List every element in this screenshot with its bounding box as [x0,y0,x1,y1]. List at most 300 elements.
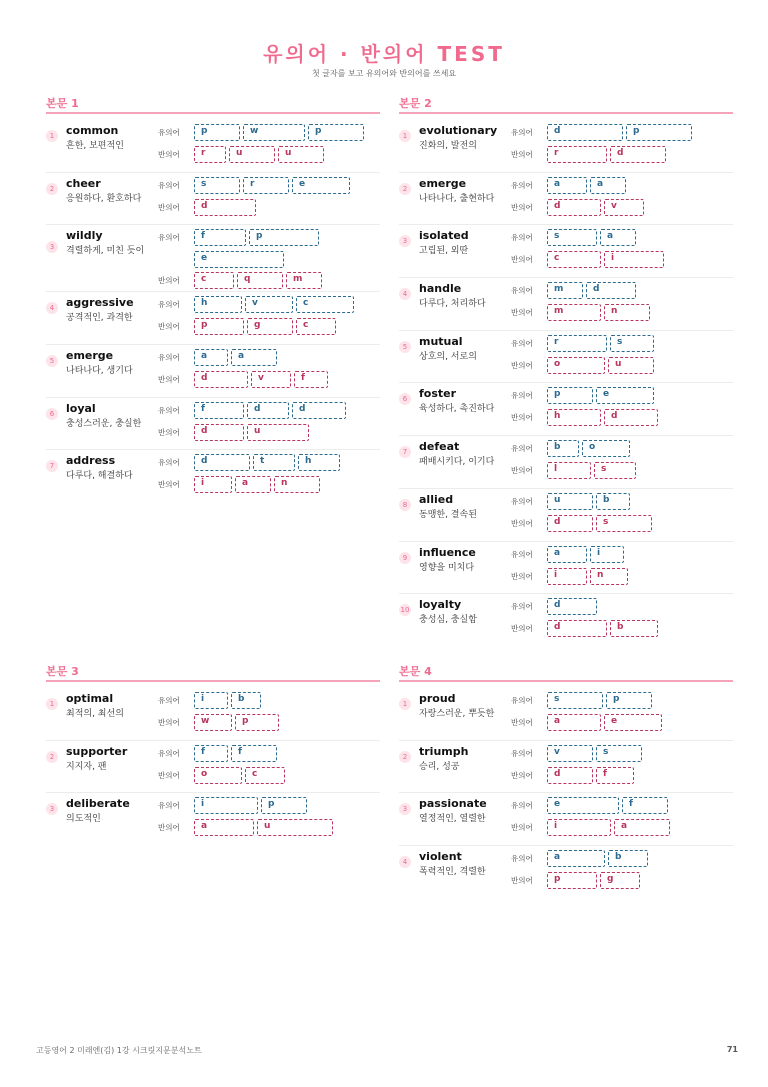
vocab-entry [46,292,380,345]
synonym-row [511,493,733,511]
synonym-blank[interactable]: b [231,692,261,709]
section-title: 본문 1 [46,97,79,110]
vocab-word: handle [419,282,462,296]
antonym-label: 반의어 [158,276,180,286]
synonym-label: 유의어 [511,338,533,348]
synonym-blank[interactable]: a [231,349,277,366]
vocab-word: mutual [419,334,463,348]
synonym-row [158,177,380,195]
vocab-word: emerge [419,176,467,190]
antonym-row [158,272,380,290]
entry-number: 1 [46,698,58,710]
antonym-row [511,515,733,533]
antonym-label: 반의어 [158,427,180,437]
antonym-blank[interactable]: o [547,357,605,374]
antonym-row [511,462,733,480]
antonym-blank[interactable]: n [604,304,650,321]
vocab-meaning: 고립된, 외딴 [419,246,469,257]
antonym-row [511,357,733,375]
synonym-label: 유의어 [511,801,533,811]
synonym-blank[interactable]: v [245,296,293,313]
antonym-label: 반의어 [511,202,533,212]
antonym-row [158,476,380,494]
vocab-meaning: 격렬하게, 미친 듯이 [66,246,145,257]
antonym-blank[interactable]: a [547,714,601,731]
antonym-label: 반의어 [511,360,533,370]
vocab-entry [46,688,380,741]
antonym-blank[interactable]: c [296,318,336,335]
vocab-word: emerge [66,349,114,363]
entry-number: 10 [400,606,410,615]
synonym-blank[interactable]: v [547,745,593,762]
vocab-meaning: 영향을 미치다 [419,562,475,573]
synonym-blank[interactable]: s [547,229,597,246]
synonym-blank[interactable]: s [596,745,642,762]
section-1 [46,95,380,503]
entry-number: 6 [399,393,411,405]
antonym-row [511,251,733,269]
synonym-label: 유의어 [511,180,533,190]
synonym-blank[interactable]: e [596,387,654,404]
antonym-blank[interactable]: d [194,199,256,216]
entry-number: 3 [46,803,58,815]
vocab-word: evolutionary [419,124,498,137]
synonym-row [158,229,380,264]
entry-number: 4 [399,288,411,300]
synonym-label: 유의어 [511,128,533,137]
synonym-blank[interactable]: h [194,296,242,313]
vocab-entry [399,331,733,384]
vocab-word: supporter [66,744,128,758]
antonym-row [158,199,380,217]
synonym-blank[interactable]: d [547,124,623,141]
synonym-label: 유의어 [511,748,533,758]
synonym-label: 유의어 [511,391,533,401]
antonym-blank[interactable]: u [257,819,333,836]
synonym-label: 유의어 [158,300,180,310]
vocab-meaning: 폭력적인, 격렬한 [419,867,486,878]
vocab-entry [399,173,733,226]
vocab-word: optimal [66,692,114,705]
antonym-blank[interactable]: p [194,318,244,335]
antonym-row [511,199,733,217]
synonym-blank[interactable]: d [292,402,346,419]
antonym-blank[interactable]: m [286,272,322,289]
synonym-blank[interactable]: a [600,229,636,246]
antonym-row [511,568,733,586]
vocab-entry [399,120,733,173]
synonym-blank[interactable]: a [547,177,587,194]
vocab-word: allied [419,492,454,506]
antonym-blank[interactable]: c [547,251,601,268]
antonym-label: 반의어 [158,150,180,159]
vocab-meaning: 충성스러운, 충실한 [66,418,142,429]
antonym-label: 반의어 [511,466,533,476]
page-title: 유의어 · 반의어 TEST [263,42,505,66]
synonym-blank[interactable]: i [194,692,228,709]
synonym-blank[interactable]: s [610,335,654,352]
antonym-blank[interactable]: d [547,620,607,637]
antonym-label: 반의어 [511,823,533,833]
vocab-entry [46,120,380,173]
entry-number: 9 [399,552,411,564]
antonym-blank[interactable]: d [547,515,593,532]
synonym-blank[interactable]: p [547,387,593,404]
vocab-meaning: 충성심, 충실함 [419,615,477,626]
synonym-label: 유의어 [158,801,180,811]
synonym-label: 유의어 [158,233,180,243]
antonym-blank[interactable]: s [594,462,636,479]
synonym-row [511,440,733,458]
vocab-entry [399,489,733,542]
synonym-label: 유의어 [511,696,533,705]
antonym-blank[interactable]: p [235,714,279,731]
antonym-blank[interactable]: o [194,767,242,784]
section-title: 본문 2 [399,97,432,110]
synonym-blank[interactable]: p [606,692,652,709]
vocab-meaning: 육성하다, 촉진하다 [419,404,495,415]
synonym-blank[interactable]: a [194,349,228,366]
synonym-label: 유의어 [511,549,533,559]
synonym-blank[interactable]: f [194,402,244,419]
antonym-label: 반의어 [158,202,180,212]
entry-number: 3 [399,235,411,247]
vocab-word: passionate [419,797,487,811]
vocab-meaning: 최적의, 최선의 [66,709,124,719]
antonym-blank[interactable]: d [610,146,666,163]
section-divider [399,112,733,114]
synonym-row [511,692,733,710]
synonym-blank[interactable]: f [231,745,277,762]
vocab-meaning: 흔한, 보편적인 [66,141,124,151]
antonym-row [158,146,380,164]
synonym-blank[interactable]: b [596,493,630,510]
entry-number: 2 [399,183,411,195]
vocab-meaning: 나타나다, 출현하다 [419,193,495,204]
antonym-blank[interactable]: i [547,819,611,836]
vocab-entry [399,542,733,595]
vocab-meaning: 응원하다, 환호하다 [66,193,142,204]
vocab-word: triumph [419,744,469,758]
section-4 [399,663,733,899]
vocab-entry [46,793,380,846]
vocab-meaning: 열정적인, 열렬한 [419,814,486,825]
synonym-blank[interactable]: p [261,797,307,814]
synonym-label: 유의어 [158,748,180,758]
vocab-entry [399,846,733,899]
section-3 [46,663,380,846]
vocab-meaning: 다루다, 해결하다 [66,471,133,482]
entry-number: 2 [399,751,411,763]
synonym-blank[interactable]: s [194,177,240,194]
synonym-row [511,745,733,763]
section-divider [46,112,380,114]
antonym-label: 반의어 [511,518,533,528]
antonym-row [158,424,380,442]
synonym-label: 유의어 [511,854,533,864]
antonym-blank[interactable]: n [590,568,628,585]
synonym-row [511,124,733,142]
synonym-row [158,454,380,472]
synonym-blank[interactable]: r [547,335,607,352]
synonym-row [511,335,733,353]
synonym-label: 유의어 [511,602,533,612]
synonym-blank[interactable]: w [243,124,305,141]
synonym-blank[interactable]: e [547,797,619,814]
synonym-blank[interactable]: a [547,546,587,563]
synonym-blank[interactable]: c [296,296,354,313]
synonym-row [158,349,380,367]
antonym-blank[interactable]: i [604,251,664,268]
antonym-label: 반의어 [158,770,180,780]
vocab-word: defeat [419,440,460,454]
vocab-entry [46,225,380,292]
vocab-entry [46,345,380,398]
antonym-blank[interactable]: a [194,819,254,836]
section-title: 본문 4 [399,665,432,678]
vocab-word: deliberate [66,797,130,811]
vocab-meaning: 나타나다, 생기다 [66,366,133,377]
antonym-row [511,714,733,732]
synonym-label: 유의어 [158,128,180,137]
synonym-blank[interactable]: i [590,546,624,563]
entry-number: 3 [46,241,58,253]
entry-number: 2 [46,183,58,195]
synonym-row [511,229,733,247]
vocab-meaning: 패배시키다, 이기다 [419,457,495,468]
antonym-label: 반의어 [511,770,533,780]
synonym-blank[interactable]: e [194,251,284,268]
synonym-label: 유의어 [158,180,180,190]
antonym-row [158,767,380,785]
antonym-blank[interactable]: q [237,272,283,289]
vocab-meaning: 공격적인, 과격한 [66,313,133,324]
synonym-blank[interactable]: u [547,493,593,510]
antonym-blank[interactable]: u [278,146,324,163]
synonym-blank[interactable]: t [253,454,295,471]
vocab-word: common [66,124,119,137]
vocab-meaning: 상호의, 서로의 [419,351,477,362]
synonym-blank[interactable]: i [194,797,258,814]
synonym-blank[interactable]: f [194,229,246,246]
entry-number: 2 [46,751,58,763]
vocab-word: aggressive [66,296,134,310]
vocab-entry [399,225,733,278]
section-title: 본문 3 [46,665,79,678]
antonym-label: 반의어 [511,255,533,265]
synonym-blank[interactable]: h [298,454,340,471]
antonym-label: 반의어 [158,322,180,332]
synonym-label: 유의어 [511,444,533,454]
antonym-label: 반의어 [511,413,533,423]
antonym-blank[interactable]: r [547,146,607,163]
antonym-label: 반의어 [158,480,180,490]
antonym-blank[interactable]: e [604,714,662,731]
antonym-blank[interactable]: l [547,462,591,479]
antonym-blank[interactable]: w [194,714,232,731]
antonym-blank[interactable]: v [604,199,644,216]
vocab-entry [399,594,733,647]
synonym-label: 유의어 [158,353,180,363]
vocab-entry [46,398,380,451]
synonym-label: 유의어 [158,696,180,705]
vocab-word: address [66,454,116,468]
antonym-label: 반의어 [158,375,180,385]
antonym-row [158,714,380,732]
antonym-blank[interactable]: s [596,515,652,532]
antonym-blank[interactable]: u [229,146,275,163]
antonym-blank[interactable]: b [610,620,658,637]
antonym-row [511,872,733,890]
synonym-blank[interactable]: p [249,229,319,246]
page-subtitle: 첫 글자를 보고 유의어와 반의어를 쓰세요 [311,69,457,78]
antonym-blank[interactable]: d [194,424,244,441]
antonym-blank[interactable]: d [547,767,593,784]
synonym-blank[interactable]: d [586,282,636,299]
entry-number: 4 [399,856,411,868]
entry-number: 7 [399,446,411,458]
synonym-blank[interactable]: d [194,454,250,471]
vocab-entry [399,278,733,331]
synonym-label: 유의어 [511,286,533,296]
antonym-label: 반의어 [158,718,180,727]
synonym-blank[interactable]: r [243,177,289,194]
vocab-meaning: 동맹한, 결속된 [419,509,477,520]
antonym-label: 반의어 [511,876,533,886]
synonym-blank[interactable]: p [194,124,240,141]
entry-number: 4 [46,302,58,314]
antonym-row [158,318,380,336]
vocab-entry [46,741,380,794]
synonym-blank[interactable]: a [590,177,626,194]
synonym-blank[interactable]: d [247,402,289,419]
synonym-row [158,124,380,142]
antonym-blank[interactable]: i [547,568,587,585]
vocab-entry [399,741,733,794]
synonym-blank[interactable]: p [626,124,692,141]
vocab-meaning: 지지자, 팬 [66,761,107,772]
antonym-blank[interactable]: m [547,304,601,321]
synonym-row [511,282,733,300]
entry-number: 3 [399,803,411,815]
antonym-blank[interactable]: f [294,371,328,388]
vocab-meaning: 다루다, 처리하다 [419,299,486,310]
antonym-blank[interactable]: a [614,819,670,836]
section-divider [399,680,733,682]
antonym-row [511,304,733,322]
vocab-word: foster [419,387,457,401]
vocab-entry [399,436,733,489]
antonym-row [511,409,733,427]
entry-number: 1 [399,698,411,710]
entry-number: 7 [46,460,58,472]
vocab-word: proud [419,692,456,705]
entry-number: 8 [399,499,411,511]
synonym-row [511,546,733,564]
antonym-blank[interactable]: h [547,409,601,426]
synonym-label: 유의어 [511,496,533,506]
vocab-meaning: 의도적인 [66,814,101,825]
synonym-blank[interactable]: b [547,440,579,457]
antonym-blank[interactable]: g [247,318,293,335]
antonym-blank[interactable]: r [194,146,226,163]
synonym-blank[interactable]: f [622,797,668,814]
antonym-row [158,371,380,389]
antonym-label: 반의어 [158,823,180,833]
antonym-blank[interactable]: u [608,357,654,374]
vocab-word: loyalty [419,598,462,612]
antonym-blank[interactable]: f [596,767,634,784]
vocab-entry [399,793,733,846]
footer-book-title: 고등영어 2 미래엔(김) 1강 시크릿지문분석노트 [36,1046,202,1055]
antonym-blank[interactable]: d [547,199,601,216]
antonym-blank[interactable]: u [247,424,309,441]
vocab-meaning: 진화의, 발전의 [419,141,477,151]
section-2 [399,95,733,647]
antonym-blank[interactable]: c [194,272,234,289]
antonym-blank[interactable]: n [274,476,320,493]
synonym-row [158,402,380,420]
vocab-word: isolated [419,229,469,243]
antonym-blank[interactable]: i [194,476,232,493]
synonym-blank[interactable]: d [547,598,597,615]
antonym-blank[interactable]: d [194,371,248,388]
synonym-blank[interactable]: a [547,850,605,867]
synonym-blank[interactable]: p [308,124,364,141]
vocab-word: influence [419,545,476,559]
entry-number: 5 [46,355,58,367]
synonym-row [511,177,733,195]
antonym-label: 반의어 [511,624,533,634]
entry-number: 6 [46,408,58,420]
synonym-label: 유의어 [511,233,533,243]
synonym-blank[interactable]: b [608,850,648,867]
antonym-blank[interactable]: a [235,476,271,493]
synonym-row [158,797,380,815]
vocab-word: cheer [66,176,101,190]
vocab-meaning: 승리, 성공 [419,761,460,772]
synonym-blank[interactable]: o [582,440,630,457]
synonym-blank[interactable]: s [547,692,603,709]
antonym-row [511,819,733,837]
synonym-row [511,797,733,815]
antonym-label: 반의어 [511,571,533,581]
vocab-word: wildly [66,229,103,243]
synonym-blank[interactable]: f [194,745,228,762]
antonym-blank[interactable]: d [604,409,658,426]
entry-number: 5 [399,341,411,353]
synonym-label: 유의어 [158,458,180,468]
antonym-blank[interactable]: c [245,767,285,784]
vocab-entry [399,688,733,741]
section-divider [46,680,380,682]
vocab-entry [46,450,380,503]
antonym-row [158,819,380,837]
vocab-word: loyal [66,401,96,415]
antonym-blank[interactable]: v [251,371,291,388]
antonym-row [511,620,733,638]
page-number: 71 [726,1045,738,1054]
antonym-blank[interactable]: p [547,872,597,889]
synonym-blank[interactable]: m [547,282,583,299]
synonym-label: 유의어 [158,405,180,415]
antonym-label: 반의어 [511,308,533,318]
entry-number: 1 [46,130,58,142]
vocab-meaning: 자랑스러운, 뿌듯한 [419,709,495,719]
antonym-label: 반의어 [511,718,533,727]
synonym-blank[interactable]: e [292,177,350,194]
antonym-blank[interactable]: g [600,872,640,889]
